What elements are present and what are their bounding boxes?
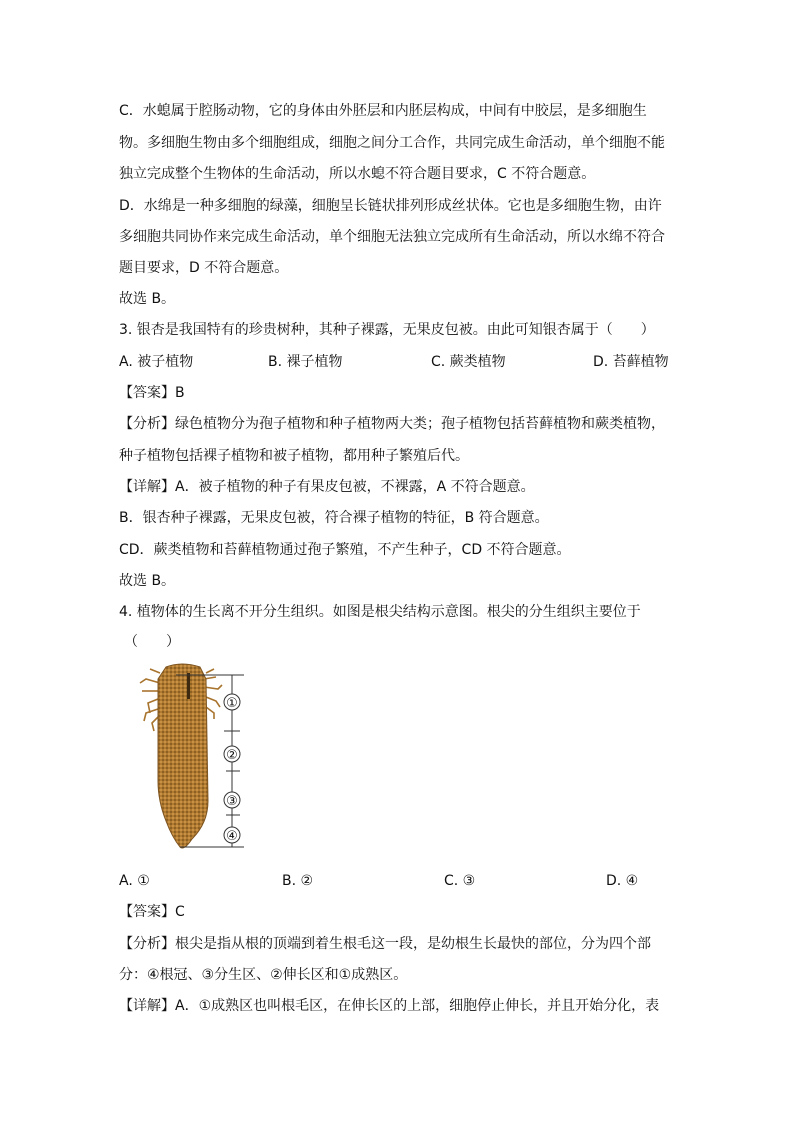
q2-option-d-line-2: 多细胞共同协作来完成生命活动，单个细胞无法独立完成所有生命活动，所以水绵不符合: [119, 229, 665, 245]
q3-option-a: A. 被子植物: [119, 354, 194, 370]
q2-option-d-line-1: D．水绵是一种多细胞的绿藻，细胞呈长链状排列形成丝状体。它也是多细胞生物，由许: [119, 198, 662, 214]
zone-label-4: ④: [226, 829, 238, 844]
root-tip-figure: [136, 661, 248, 857]
zone-label-3: ③: [226, 794, 238, 809]
q3-option-c: C. 蕨类植物: [431, 354, 506, 370]
zone-label-2: ②: [226, 748, 238, 763]
root-vascular-mark: [187, 673, 190, 699]
q3-detail-b: B．银杏种子裸露，无果皮包被，符合裸子植物的特征，B 符合题意。: [119, 510, 549, 526]
q3-detail-cd: CD．蕨类植物和苔藓植物通过孢子繁殖，不产生种子，CD 不符合题意。: [119, 542, 571, 558]
q4-answer: 【答案】C: [119, 904, 185, 920]
q3-option-b: B. 裸子植物: [268, 354, 343, 370]
q4-option-a: A. ①: [119, 873, 150, 889]
q4-analysis-line-2: 分：④根冠、③分生区、②伸长区和①成熟区。: [119, 967, 408, 983]
root-hairs-left: [140, 669, 160, 731]
q2-option-c-line-1: C．水螅属于腔肠动物，它的身体由外胚层和内胚层构成，中间有中胶层，是多细胞生: [119, 103, 647, 119]
q2-option-d-line-3: 题目要求，D 不符合题意。: [119, 260, 289, 276]
q4-option-b: B. ②: [282, 873, 314, 889]
q4-option-c: C. ③: [444, 873, 476, 889]
q3-analysis-line-2: 种子植物包括裸子植物和被子植物，都用种子繁殖后代。: [119, 448, 469, 464]
q3-stem: 3. 银杏是我国特有的珍贵树种，其种子裸露，无果皮包被。由此可知银杏属于（ ）: [119, 322, 655, 338]
root-tip-diagram: [136, 661, 248, 857]
root-body: [158, 664, 208, 848]
q4-detail-a: 【详解】A．①成熟区也叫根毛区，在伸长区的上部，细胞停止伸长，并且开始分化，表: [119, 998, 660, 1014]
q3-conclusion: 故选 B。: [119, 573, 176, 589]
q3-detail-a: 【详解】A．被子植物的种子有果皮包被，不裸露，A 不符合题意。: [119, 479, 535, 495]
q2-option-c-line-3: 独立完成整个生物体的生命活动，所以水螅不符合题目要求，C 不符合题意。: [119, 166, 596, 182]
q3-analysis-line-1: 【分析】绿色植物分为孢子植物和种子植物两大类；孢子植物包括苔藓植物和蕨类植物，: [119, 416, 665, 432]
q4-option-d: D. ④: [606, 873, 639, 889]
q3-answer: 【答案】B: [119, 385, 185, 401]
q2-option-c-line-2: 物。多细胞生物由多个细胞组成，细胞之间分工合作，共同完成生命活动，单个细胞不能: [119, 135, 665, 151]
zone-label-1: ①: [226, 696, 238, 711]
q4-analysis-line-1: 【分析】根尖是指从根的顶端到着生根毛这一段，是幼根生长最快的部位，分为四个部: [119, 936, 651, 952]
q4-stem-line-2: （ ）: [124, 634, 180, 650]
q2-conclusion: 故选 B。: [119, 291, 176, 307]
q4-stem-line-1: 4. 植物体的生长离不开分生组织。如图是根尖结构示意图。根尖的分生组织主要位于: [119, 604, 641, 620]
q3-option-d: D. 苔藓植物: [593, 354, 669, 370]
